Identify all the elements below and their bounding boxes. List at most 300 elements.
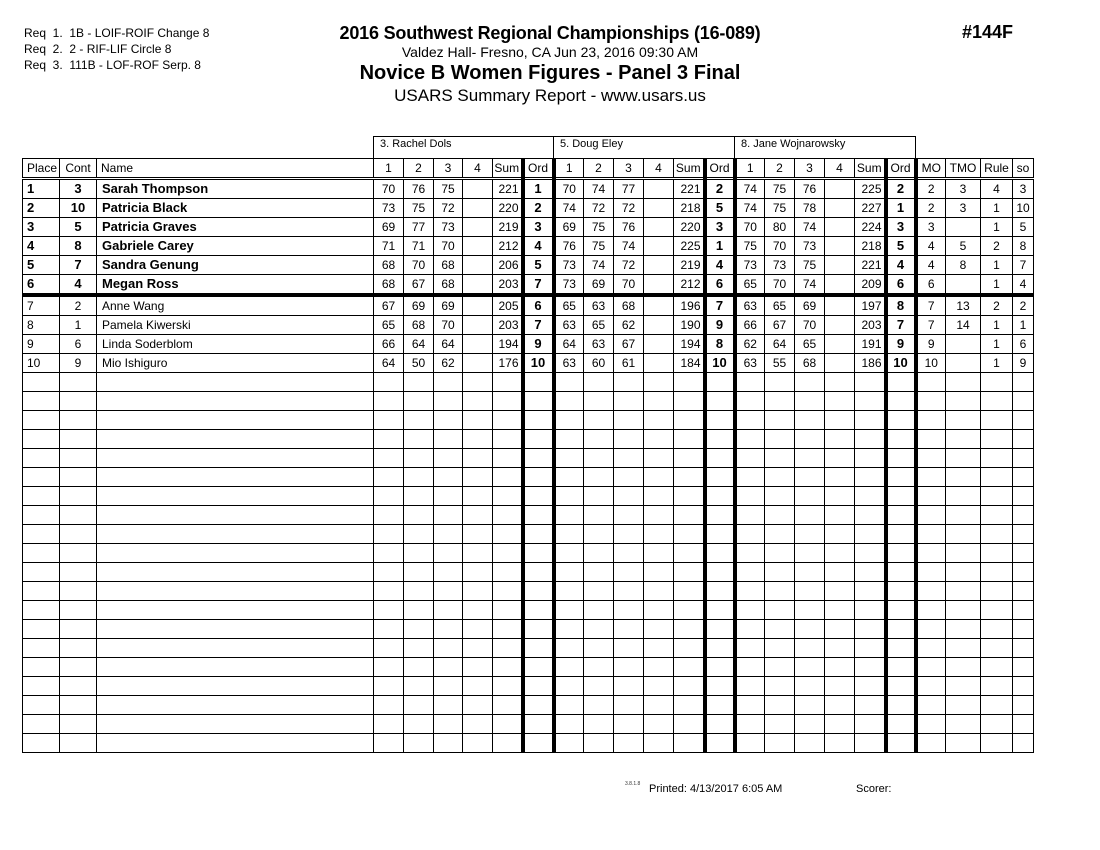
judge2-fig2-score bbox=[584, 696, 614, 715]
cont-cell bbox=[60, 392, 97, 411]
judge1-fig3-score: 64 bbox=[434, 335, 463, 354]
judge1-sum bbox=[493, 487, 523, 506]
judge3-fig3-score: 69 bbox=[795, 295, 825, 316]
judge1-fig4-score bbox=[463, 354, 493, 373]
judge2-sum bbox=[674, 658, 705, 677]
rule-cell bbox=[981, 544, 1013, 563]
judge1-fig3-score bbox=[434, 658, 463, 677]
judge1-ordinal bbox=[523, 449, 554, 468]
rule-cell: 1 bbox=[981, 275, 1013, 296]
empty-row bbox=[23, 430, 1034, 449]
mo-cell bbox=[916, 430, 946, 449]
judge3-sum bbox=[855, 696, 886, 715]
judge2-fig2-score: 75 bbox=[584, 218, 614, 237]
skater-name bbox=[97, 696, 374, 715]
judge1-fig1-score bbox=[374, 696, 404, 715]
judge3-fig1-score: 74 bbox=[735, 199, 765, 218]
so-cell: 10 bbox=[1013, 199, 1034, 218]
empty-row bbox=[23, 582, 1034, 601]
rule-cell bbox=[981, 392, 1013, 411]
judge2-fig2-score bbox=[584, 715, 614, 734]
judge1-ordinal bbox=[523, 601, 554, 620]
judge2-fig4-score bbox=[644, 411, 674, 430]
mo-cell bbox=[916, 449, 946, 468]
header-judge3-fig1: 1 bbox=[735, 159, 765, 179]
skater-name: Pamela Kiwerski bbox=[97, 316, 374, 335]
judge1-fig3-score bbox=[434, 715, 463, 734]
mo-cell bbox=[916, 506, 946, 525]
place-cell: 8 bbox=[23, 316, 60, 335]
judge2-fig1-score bbox=[554, 392, 584, 411]
tmo-cell bbox=[946, 430, 981, 449]
judge2-ordinal bbox=[705, 468, 735, 487]
judge2-fig2-score: 65 bbox=[584, 316, 614, 335]
judge3-fig1-score bbox=[735, 392, 765, 411]
judge3-fig2-score bbox=[765, 373, 795, 392]
judge2-fig1-score: 73 bbox=[554, 256, 584, 275]
mo-cell: 9 bbox=[916, 335, 946, 354]
judge2-fig4-score bbox=[644, 544, 674, 563]
skater-name bbox=[97, 563, 374, 582]
empty-row bbox=[23, 620, 1034, 639]
judge2-sum bbox=[674, 582, 705, 601]
place-cell: 9 bbox=[23, 335, 60, 354]
judge3-fig1-score bbox=[735, 601, 765, 620]
judge1-fig3-score: 68 bbox=[434, 256, 463, 275]
judge3-fig2-score bbox=[765, 544, 795, 563]
judge3-ordinal: 2 bbox=[886, 179, 916, 199]
judge3-fig3-score: 73 bbox=[795, 237, 825, 256]
judge2-fig3-score bbox=[614, 487, 644, 506]
judge2-ordinal bbox=[705, 639, 735, 658]
mo-cell bbox=[916, 525, 946, 544]
judge1-fig2-score: 50 bbox=[404, 354, 434, 373]
judge2-fig3-score bbox=[614, 468, 644, 487]
requirement-1: Req 1. 1B - LOIF-ROIF Change 8 bbox=[24, 26, 210, 40]
judge1-sum bbox=[493, 373, 523, 392]
place-cell bbox=[23, 620, 60, 639]
judge3-fig1-score bbox=[735, 411, 765, 430]
judge3-fig2-score: 75 bbox=[765, 179, 795, 199]
empty-row bbox=[23, 525, 1034, 544]
judge2-fig3-score bbox=[614, 392, 644, 411]
judge1-fig1-score: 68 bbox=[374, 275, 404, 296]
competition-title: 2016 Southwest Regional Championships (16-089) bbox=[339, 23, 761, 43]
judge1-fig3-score: 69 bbox=[434, 295, 463, 316]
judge2-ordinal bbox=[705, 506, 735, 525]
judge3-fig3-score bbox=[795, 601, 825, 620]
judge3-sum: 221 bbox=[855, 256, 886, 275]
judge1-fig2-score bbox=[404, 525, 434, 544]
judge3-fig3-score bbox=[795, 430, 825, 449]
judge2-fig3-score: 68 bbox=[614, 295, 644, 316]
place-cell: 7 bbox=[23, 295, 60, 316]
judge2-fig1-score bbox=[554, 506, 584, 525]
judge1-ordinal: 7 bbox=[523, 316, 554, 335]
judge1-fig1-score bbox=[374, 449, 404, 468]
judge3-fig1-score bbox=[735, 373, 765, 392]
mo-cell: 6 bbox=[916, 275, 946, 296]
mo-cell: 4 bbox=[916, 237, 946, 256]
judge3-sum bbox=[855, 734, 886, 753]
judge2-sum: 212 bbox=[674, 275, 705, 296]
judge2-fig2-score bbox=[584, 430, 614, 449]
judge2-fig1-score bbox=[554, 487, 584, 506]
judge2-fig1-score bbox=[554, 639, 584, 658]
judge3-ordinal: 3 bbox=[886, 218, 916, 237]
judge2-fig3-score: 72 bbox=[614, 199, 644, 218]
cont-cell: 7 bbox=[60, 256, 97, 275]
cont-cell bbox=[60, 582, 97, 601]
judge2-fig3-score bbox=[614, 677, 644, 696]
judge1-fig4-score bbox=[463, 715, 493, 734]
header-judge3-fig3: 3 bbox=[795, 159, 825, 179]
cont-cell bbox=[60, 468, 97, 487]
so-cell bbox=[1013, 468, 1034, 487]
judge2-fig2-score bbox=[584, 601, 614, 620]
empty-row bbox=[23, 677, 1034, 696]
judge1-sum bbox=[493, 449, 523, 468]
judge1-ordinal: 1 bbox=[523, 179, 554, 199]
judge1-fig2-score bbox=[404, 373, 434, 392]
judge2-sum bbox=[674, 677, 705, 696]
judge3-sum: 227 bbox=[855, 199, 886, 218]
empty-row bbox=[23, 506, 1034, 525]
judge1-fig3-score: 72 bbox=[434, 199, 463, 218]
judge1-fig4-score bbox=[463, 179, 493, 199]
judge3-fig1-score bbox=[735, 715, 765, 734]
tmo-cell bbox=[946, 639, 981, 658]
judge2-fig1-score bbox=[554, 544, 584, 563]
judge3-fig1-score: 63 bbox=[735, 354, 765, 373]
judge2-fig2-score: 72 bbox=[584, 199, 614, 218]
empty-row bbox=[23, 563, 1034, 582]
rule-cell bbox=[981, 430, 1013, 449]
tmo-cell bbox=[946, 734, 981, 753]
empty-row bbox=[23, 449, 1034, 468]
place-cell bbox=[23, 734, 60, 753]
judge3-fig3-score: 78 bbox=[795, 199, 825, 218]
table-row bbox=[23, 335, 1034, 354]
judge2-fig1-score bbox=[554, 601, 584, 620]
judge1-fig4-score bbox=[463, 275, 493, 296]
place-cell: 5 bbox=[23, 256, 60, 275]
judge2-ordinal bbox=[705, 487, 735, 506]
judge2-fig1-score: 65 bbox=[554, 295, 584, 316]
rule-cell: 1 bbox=[981, 335, 1013, 354]
place-cell bbox=[23, 392, 60, 411]
tmo-cell bbox=[946, 582, 981, 601]
so-cell: 1 bbox=[1013, 316, 1034, 335]
judge3-fig4-score bbox=[825, 199, 855, 218]
judge3-fig1-score: 63 bbox=[735, 295, 765, 316]
report-subtitle: USARS Summary Report - www.usars.us bbox=[394, 86, 706, 105]
judge1-sum bbox=[493, 506, 523, 525]
judge2-sum bbox=[674, 487, 705, 506]
mo-cell bbox=[916, 696, 946, 715]
judge1-fig2-score: 70 bbox=[404, 256, 434, 275]
skater-name bbox=[97, 468, 374, 487]
cont-cell: 4 bbox=[60, 275, 97, 296]
judge1-ordinal bbox=[523, 487, 554, 506]
tmo-cell bbox=[946, 468, 981, 487]
skater-name bbox=[97, 487, 374, 506]
judge1-fig1-score bbox=[374, 715, 404, 734]
judge2-fig4-score bbox=[644, 392, 674, 411]
judge2-fig4-score bbox=[644, 354, 674, 373]
judge3-fig2-score bbox=[765, 696, 795, 715]
judge1-ordinal bbox=[523, 468, 554, 487]
scorer-label: Scorer: bbox=[856, 783, 892, 795]
judge1-fig4-score bbox=[463, 449, 493, 468]
judge3-ordinal bbox=[886, 582, 916, 601]
judge1-fig1-score bbox=[374, 601, 404, 620]
judge1-ordinal bbox=[523, 392, 554, 411]
rule-cell bbox=[981, 563, 1013, 582]
judge1-fig2-score: 75 bbox=[404, 199, 434, 218]
judge1-fig2-score bbox=[404, 734, 434, 753]
judge3-fig2-score bbox=[765, 506, 795, 525]
judge2-fig4-score bbox=[644, 316, 674, 335]
judge3-sum bbox=[855, 620, 886, 639]
judge1-ordinal: 4 bbox=[523, 237, 554, 256]
judge2-fig4-score bbox=[644, 218, 674, 237]
event-code: #144F bbox=[962, 22, 1014, 42]
judge1-sum: 221 bbox=[493, 179, 523, 199]
requirement-2: Req 2. 2 - RIF-LIF Circle 8 bbox=[24, 42, 172, 56]
place-cell: 4 bbox=[23, 237, 60, 256]
judge3-fig3-score bbox=[795, 677, 825, 696]
judge1-fig1-score bbox=[374, 544, 404, 563]
mo-cell bbox=[916, 677, 946, 696]
judge1-fig4-score bbox=[463, 256, 493, 275]
rule-cell bbox=[981, 506, 1013, 525]
judge2-sum bbox=[674, 525, 705, 544]
judge2-fig2-score bbox=[584, 449, 614, 468]
judge3-fig3-score: 70 bbox=[795, 316, 825, 335]
rule-cell bbox=[981, 601, 1013, 620]
place-cell bbox=[23, 658, 60, 677]
tmo-cell bbox=[946, 563, 981, 582]
judge3-ordinal: 8 bbox=[886, 295, 916, 316]
cont-cell bbox=[60, 449, 97, 468]
judge1-sum: 219 bbox=[493, 218, 523, 237]
judge1-fig3-score bbox=[434, 677, 463, 696]
judge1-ordinal bbox=[523, 506, 554, 525]
mo-cell: 10 bbox=[916, 354, 946, 373]
table-row bbox=[23, 237, 1034, 256]
skater-name bbox=[97, 392, 374, 411]
tmo-cell bbox=[946, 525, 981, 544]
judge3-ordinal bbox=[886, 734, 916, 753]
judge3-sum bbox=[855, 506, 886, 525]
skater-name bbox=[97, 449, 374, 468]
judge3-fig2-score: 75 bbox=[765, 199, 795, 218]
judge3-fig4-score bbox=[825, 354, 855, 373]
judge1-ordinal: 2 bbox=[523, 199, 554, 218]
header-judge2-fig1: 1 bbox=[554, 159, 584, 179]
requirements-list bbox=[24, 25, 209, 73]
table-row bbox=[23, 295, 1034, 316]
mo-cell: 3 bbox=[916, 218, 946, 237]
judge2-fig3-score bbox=[614, 582, 644, 601]
judge1-fig1-score bbox=[374, 734, 404, 753]
judge1-fig2-score: 67 bbox=[404, 275, 434, 296]
mo-cell bbox=[916, 658, 946, 677]
judge3-ordinal bbox=[886, 601, 916, 620]
judge1-fig2-score bbox=[404, 715, 434, 734]
judge3-fig3-score bbox=[795, 411, 825, 430]
requirement-3: Req 3. 111B - LOF-ROF Serp. 8 bbox=[24, 58, 201, 72]
tmo-cell bbox=[946, 677, 981, 696]
judge1-fig1-score: 71 bbox=[374, 237, 404, 256]
judge3-fig3-score bbox=[795, 544, 825, 563]
judge-header-1: 3. Rachel Dols bbox=[373, 136, 554, 158]
judge3-fig1-score: 70 bbox=[735, 218, 765, 237]
printed-timestamp: Printed: 4/13/2017 6:05 AM bbox=[649, 783, 783, 795]
judge3-fig4-score bbox=[825, 563, 855, 582]
judge2-fig1-score bbox=[554, 430, 584, 449]
mo-cell bbox=[916, 373, 946, 392]
judge2-sum: 221 bbox=[674, 179, 705, 199]
judge3-fig1-score: 65 bbox=[735, 275, 765, 296]
judge3-fig4-score bbox=[825, 506, 855, 525]
judge3-fig1-score: 74 bbox=[735, 179, 765, 199]
skater-name bbox=[97, 411, 374, 430]
judge2-ordinal: 10 bbox=[705, 354, 735, 373]
judge1-fig3-score: 70 bbox=[434, 316, 463, 335]
judge3-fig3-score bbox=[795, 696, 825, 715]
judge2-ordinal: 9 bbox=[705, 316, 735, 335]
judge3-ordinal: 7 bbox=[886, 316, 916, 335]
so-cell bbox=[1013, 639, 1034, 658]
skater-name: Sandra Genung bbox=[97, 256, 374, 275]
header-judge2-sum: Sum bbox=[674, 159, 705, 179]
judge1-ordinal bbox=[523, 430, 554, 449]
judge3-fig3-score bbox=[795, 658, 825, 677]
so-cell bbox=[1013, 430, 1034, 449]
judge3-fig2-score bbox=[765, 411, 795, 430]
judge3-ordinal: 4 bbox=[886, 256, 916, 275]
judge3-sum: 218 bbox=[855, 237, 886, 256]
judge3-fig2-score bbox=[765, 677, 795, 696]
judge3-fig3-score bbox=[795, 392, 825, 411]
judge2-fig3-score bbox=[614, 658, 644, 677]
judge2-fig3-score bbox=[614, 506, 644, 525]
header-tmo: TMO bbox=[946, 159, 981, 179]
judge1-sum: 203 bbox=[493, 316, 523, 335]
judge2-fig3-score: 62 bbox=[614, 316, 644, 335]
judge2-sum bbox=[674, 639, 705, 658]
judge1-ordinal bbox=[523, 544, 554, 563]
place-cell bbox=[23, 544, 60, 563]
so-cell bbox=[1013, 696, 1034, 715]
judge1-fig1-score bbox=[374, 620, 404, 639]
judge3-fig4-score bbox=[825, 392, 855, 411]
judge1-fig1-score: 69 bbox=[374, 218, 404, 237]
mo-cell bbox=[916, 639, 946, 658]
tmo-cell: 3 bbox=[946, 179, 981, 199]
header-judge3-fig2: 2 bbox=[765, 159, 795, 179]
judge2-sum bbox=[674, 449, 705, 468]
judge2-fig3-score: 76 bbox=[614, 218, 644, 237]
judge3-ordinal bbox=[886, 411, 916, 430]
judge1-fig2-score bbox=[404, 392, 434, 411]
place-cell bbox=[23, 487, 60, 506]
judge2-fig3-score: 77 bbox=[614, 179, 644, 199]
judge3-fig4-score bbox=[825, 449, 855, 468]
skater-name bbox=[97, 544, 374, 563]
judge1-fig2-score bbox=[404, 449, 434, 468]
judge2-fig1-score bbox=[554, 449, 584, 468]
cont-cell bbox=[60, 525, 97, 544]
judge2-fig2-score: 74 bbox=[584, 179, 614, 199]
place-cell bbox=[23, 696, 60, 715]
judge3-fig1-score: 75 bbox=[735, 237, 765, 256]
judge1-fig4-score bbox=[463, 601, 493, 620]
header-mo: MO bbox=[916, 159, 946, 179]
judge3-fig4-score bbox=[825, 295, 855, 316]
tmo-cell bbox=[946, 275, 981, 296]
place-cell bbox=[23, 582, 60, 601]
judge2-ordinal bbox=[705, 525, 735, 544]
so-cell bbox=[1013, 563, 1034, 582]
rule-cell bbox=[981, 677, 1013, 696]
judge1-fig1-score bbox=[374, 430, 404, 449]
judge2-fig2-score bbox=[584, 544, 614, 563]
judge2-sum: 194 bbox=[674, 335, 705, 354]
tmo-cell bbox=[946, 218, 981, 237]
judge2-fig2-score bbox=[584, 677, 614, 696]
judge3-ordinal bbox=[886, 468, 916, 487]
cont-cell: 8 bbox=[60, 237, 97, 256]
judge3-ordinal bbox=[886, 525, 916, 544]
judge3-fig4-score bbox=[825, 335, 855, 354]
judge2-fig2-score bbox=[584, 582, 614, 601]
tmo-cell: 5 bbox=[946, 237, 981, 256]
judge2-ordinal: 1 bbox=[705, 237, 735, 256]
judge1-fig3-score bbox=[434, 506, 463, 525]
judge1-fig4-score bbox=[463, 295, 493, 316]
skater-name: Patricia Graves bbox=[97, 218, 374, 237]
tmo-cell bbox=[946, 696, 981, 715]
empty-row bbox=[23, 601, 1034, 620]
cont-cell bbox=[60, 715, 97, 734]
judge2-fig2-score bbox=[584, 373, 614, 392]
judge3-fig1-score bbox=[735, 525, 765, 544]
judge1-fig4-score bbox=[463, 734, 493, 753]
judge1-ordinal bbox=[523, 696, 554, 715]
tmo-cell bbox=[946, 392, 981, 411]
judge1-fig3-score bbox=[434, 601, 463, 620]
judge3-ordinal bbox=[886, 449, 916, 468]
header-judge1-fig4: 4 bbox=[463, 159, 493, 179]
judge1-fig4-score bbox=[463, 677, 493, 696]
judge1-fig2-score bbox=[404, 487, 434, 506]
judge3-ordinal: 10 bbox=[886, 354, 916, 373]
table-row bbox=[23, 179, 1034, 199]
skater-name bbox=[97, 373, 374, 392]
judge3-fig2-score bbox=[765, 715, 795, 734]
judge1-sum bbox=[493, 430, 523, 449]
judge2-fig2-score bbox=[584, 639, 614, 658]
tmo-cell bbox=[946, 601, 981, 620]
judge3-fig4-score bbox=[825, 658, 855, 677]
judge3-fig3-score bbox=[795, 468, 825, 487]
judge1-ordinal: 3 bbox=[523, 218, 554, 237]
mo-cell: 2 bbox=[916, 199, 946, 218]
so-cell: 2 bbox=[1013, 295, 1034, 316]
